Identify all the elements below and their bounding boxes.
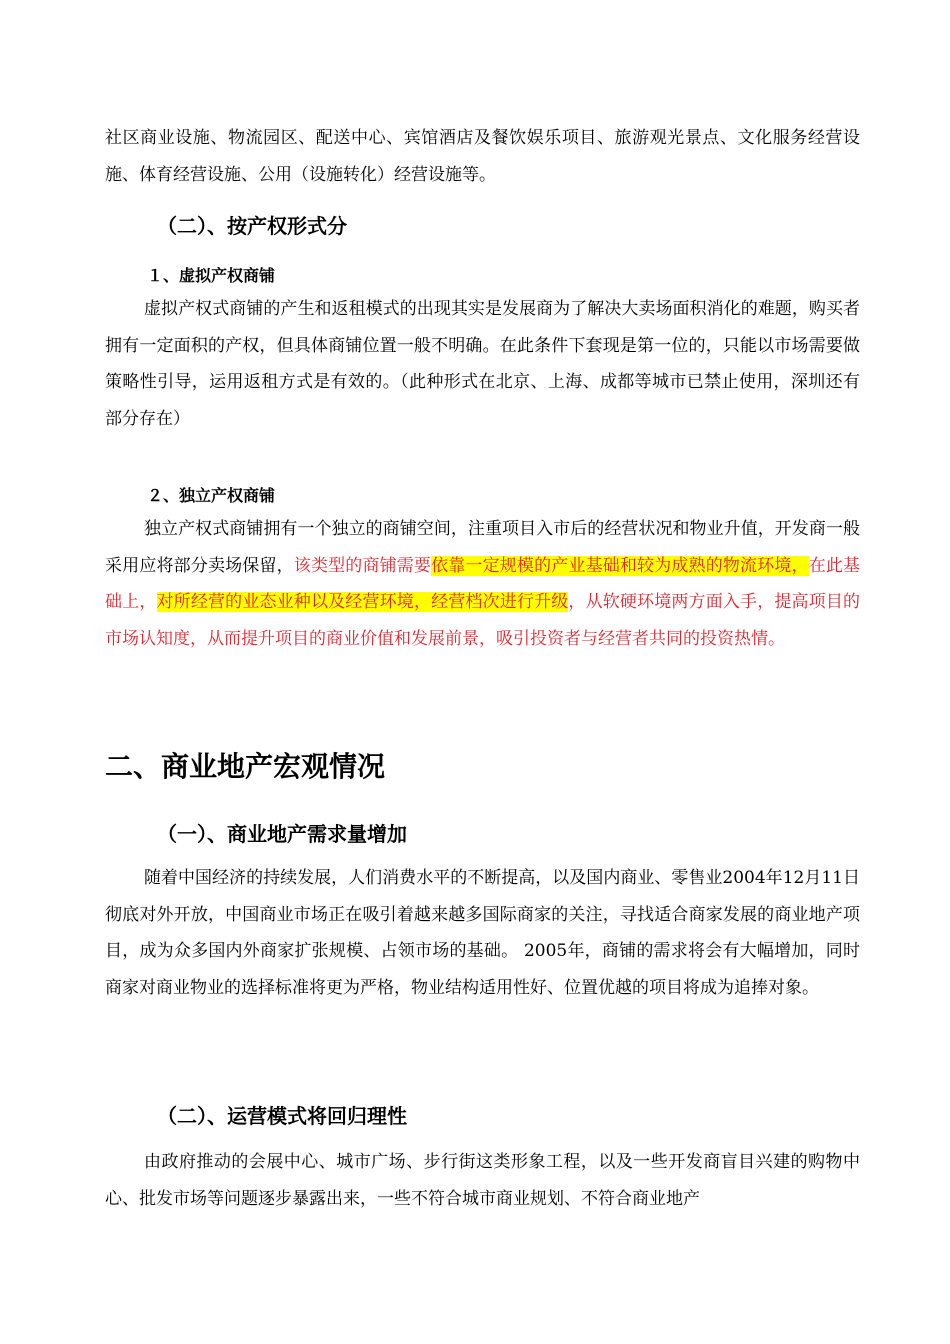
paragraph-intro: 社区商业设施、物流园区、配送中心、宾馆酒店及餐饮娱乐项目、旅游观光景点、文化服务经营设施、体育经营设施、公用（设施转化）经营设施等。 [105, 128, 860, 185]
heading-virtual-property: １、虚拟产权商铺 [147, 266, 276, 285]
independent-text-red-c: ，从软硬环境两方面入手，提高项目的市场认知度，从而提升项目的商业价值和发展前景，吸引投资者与经营者共同的投资热情。 [105, 592, 861, 649]
paragraph-demand-increase: 随着中国经济的持续发展，人们消费水平的不断提高，以及国内商业、零售业2004年12月11日彻底对外开放，中国商业市场正在吸引着越来越多国际商家的关注，寻找适合商家发展的商业地产项目，成为众多国内外商家扩张规模、占领市场的基础。 2005年，商铺的需求将会有大幅增加，同时商家对商业物业的选择标准将更为严格，物业结构适用性好、位置优越的项目将成为追捧对象。 [105, 868, 860, 998]
paragraph-virtual-property: 虚拟产权式商铺的产生和返租模式的出现其实是发展商为了解决大卖场面积消化的难题，购买者拥有一定面积的产权，但具体商铺位置一般不明确。在此条件下套现是第一位的，只能以市场需要做策略性引导，运用返租方式是有效的。（此种形式在北京、上海、成都等城市已禁止使用，深圳还有部分存在） [105, 299, 860, 429]
paragraph-independent-property [105, 511, 860, 657]
heading-property-form: （二）、按产权形式分 [157, 214, 347, 238]
independent-text-highlight-a: 依靠一定规模的产业基础和较为成熟的物流环境， [431, 555, 809, 576]
independent-text-highlight-b: 对所经营的业态业种以及经营环境，经营档次进行升级 [156, 592, 569, 612]
heading-operation-model: （二）、运营模式将回归理性 [157, 1104, 407, 1128]
independent-text-red-b: 在此基础上， [105, 555, 861, 612]
heading-independent-property: ２、独立产权商铺 [147, 486, 276, 505]
paragraph-operation-model: 由政府推动的会展中心、城市广场、步行街这类形象工程，以及一些开发商盲目兴建的购物中心、批发市场等问题逐步暴露出来，一些不符合城市商业规划、不符合商业地产 [105, 1152, 860, 1209]
heading-section-2: 二、商业地产宏观情况 [105, 750, 386, 783]
independent-text-plain: 独立产权式商铺拥有一个独立的商铺空间，注重项目入市后的经营状况和物业升值，开发商一般采用应将部分卖场保留， [105, 519, 860, 576]
independent-text-red-a: 该类型的商铺需要 [293, 555, 432, 576]
heading-demand-increase: （一）、商业地产需求量增加 [157, 822, 407, 846]
